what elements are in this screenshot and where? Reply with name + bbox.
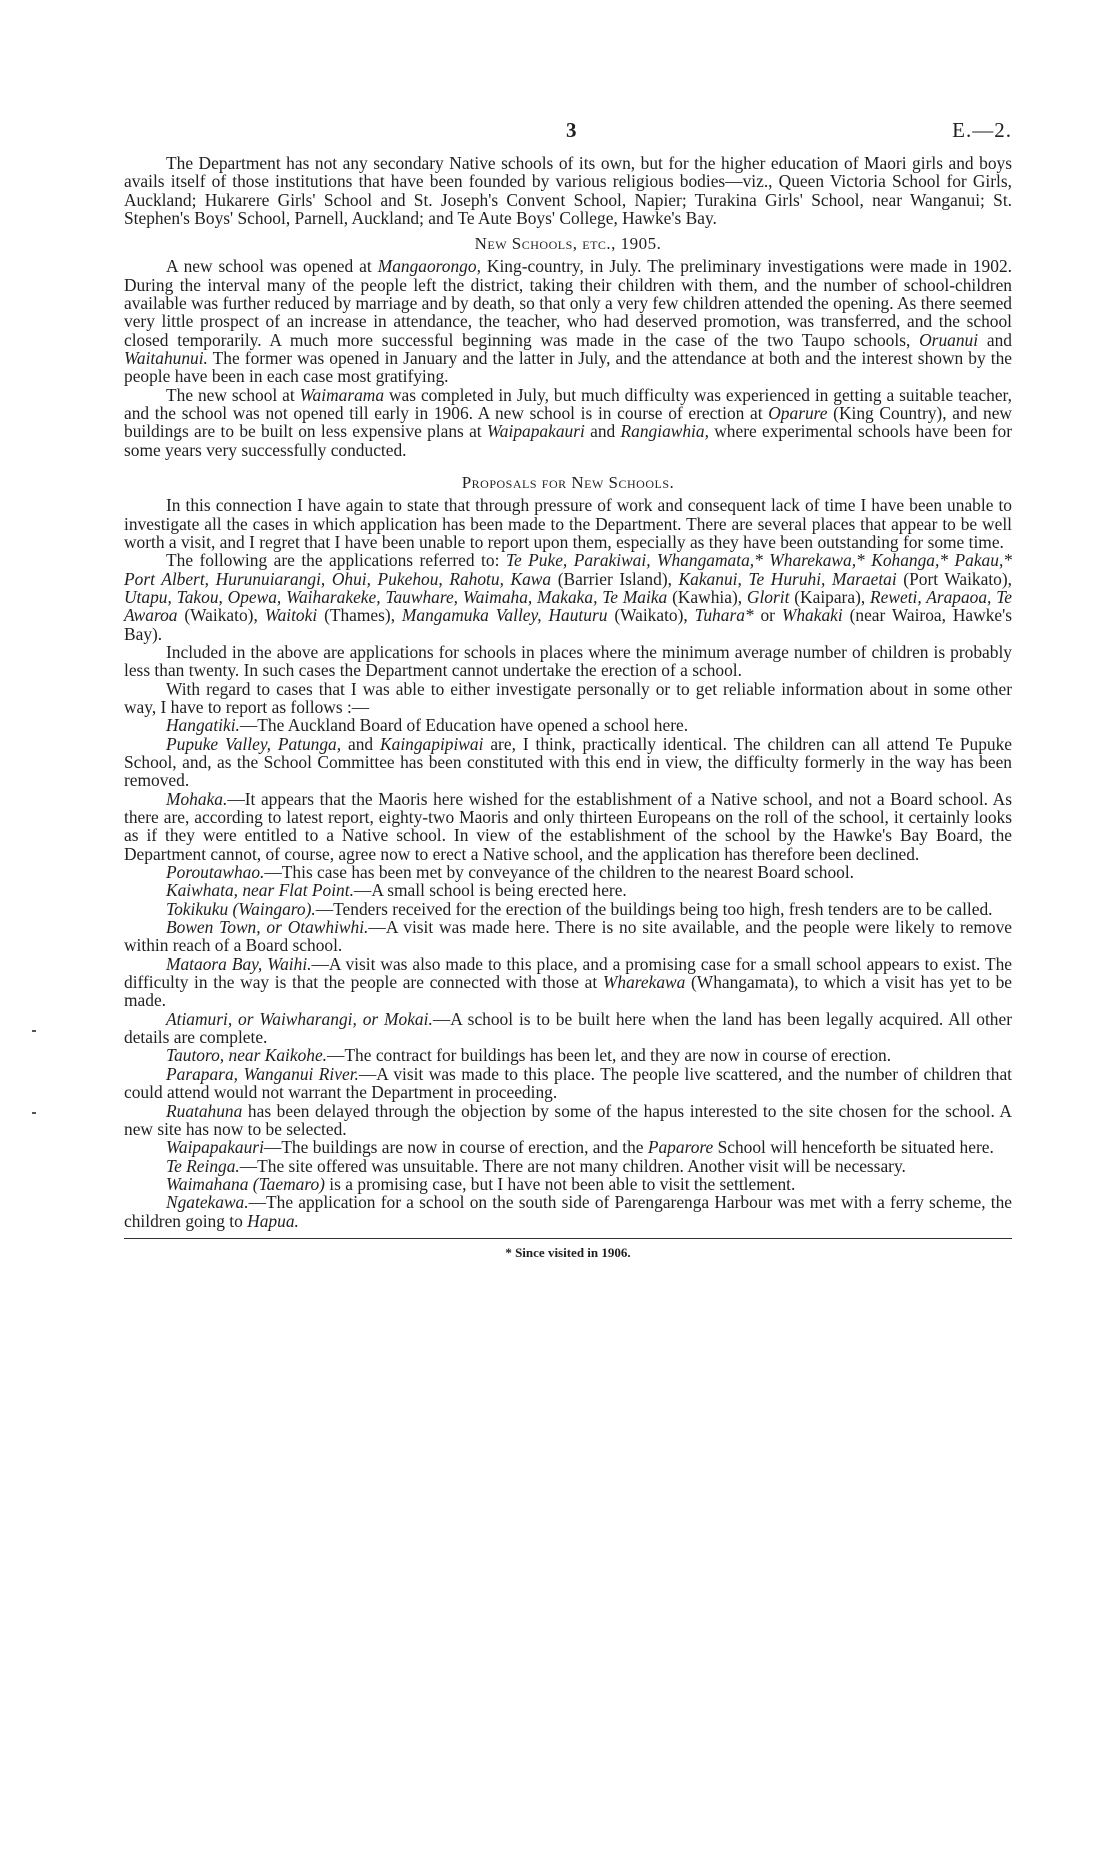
section-heading-new-schools: New Schools, etc., 1905. <box>474 234 662 254</box>
paragraph-minimum-average: Included in the above are applications for schools in places where the minimum average number of children is probably less than twenty. In such cases the Department cannot undertake the erection of a school. <box>124 641 1012 681</box>
paragraph-waimarama: The new school at Waimarama was completed in July, but much difficulty was experienced in getting a suitable teacher, and the school was not opened till early in 1906. A new school is in course of erection at Oparure (King Country), and new buildings are to be built on less expensive plans at Waipapakauri and Rangiawhia, where experimental schools have been for some years very successfully conducted. <box>124 384 1013 460</box>
case-paragraph: Kaiwhata, near Flat Point.—A small school is being erected here. <box>166 880 627 901</box>
document-reference: E.—2. <box>952 118 1012 142</box>
intro-paragraph: The Department has not any secondary Native schools of its own, but for the higher education of Maori girls and boys avails itself of those institutions that have been founded by various religious bodies—viz., Queen Victoria School for Girls, Auckland; Hukarere Girls' School and St. Joseph's Convent School, Napier; Turakina Girls' School, near Wanganui; St. Stephen's Boys' School, Parnell, Auckland; and Te Aute Boys' College, Hawke's Bay. <box>124 153 1012 229</box>
case-paragraph: Mohaka.—It appears that the Maoris here wished for the establishment of a Native school, and not a Board school. As there are, according to latest report, eighty-two Maoris and only thirteen Europeans on the roll of the school, it certainly looks as if they were entitled to a Native school. In view of the establishment of the school by the Hawke's Bay Board, the Department cannot, of course, agree now to erect a Native school, and the application has therefore been declined. <box>124 788 1012 864</box>
case-paragraph: Mataora Bay, Waihi.—A visit was also made to this place, and a promising case for a small school appears to exist. The difficulty in the way is that the people are connected with those at Wharekawa (Whangamata), to which a visit has yet to be made. <box>124 953 1013 1011</box>
case-paragraph: Poroutawhao.—This case has been met by conveyance of the children to the nearest Board school. <box>166 862 855 883</box>
section-heading-proposals: Proposals for New Schools. <box>461 473 675 493</box>
paragraph-mangaorongo: A new school was opened at Mangaorongo, King-country, in July. The preliminary investigations were made in 1902. During the interval many of the people left the district, taking their children with them, and the number of school-children available was further reduced by marriage and by death, so that only a very few children attended the opening. As there seemed very little prospect of an increase in attendance, the teacher, who had deserved promotion, was transferred, and the school closed temporarily. A much more successful beginning was made in the case of the two Taupo schools, Oruanui and Waitahunui. The former was opened in January and the latter in July, and the attendance at both and the interest shown by the people have been in each case most gratifying. <box>124 256 1012 387</box>
case-paragraph: Atiamuri, or Waiwharangi, or Mokai.—A school is to be built here when the land has been legally acquired. All other details are complete. <box>124 1008 1013 1048</box>
case-paragraph: Waimahana (Taemaro) is a promising case, but I have not been able to visit the settlement. <box>166 1173 796 1194</box>
page-header <box>124 118 1012 154</box>
paragraph-applications: The following are the applications referred to: Te Puke, Parakiwai, Whangamata,* Wharekawa,* Kohanga,* Pakau,* Port Albert, Hurunuiarangi, Ohui, Pukehou, Rahotu, Kawa (Barrier Island), Kakanui, Te Huruhi, Maraetai (Port Waikato), Utapu, Takou, Opewa, Waiharakeke, Tauwhare, Waimaha, Makaka, Te Maika (Kawhia), Glorit (Kaipara), Reweti, Arapaoa, Te Awaroa (Waikato), Waitoki (Thames), Mangamuka Valley, Hauturu (Waikato), Tuhara* or Whakaki (near Wairoa, Hawke's Bay). <box>124 550 1013 644</box>
case-paragraph: Bowen Town, or Otawhiwhi.—A visit was made here. There is no site available, and the people were likely to remove within reach of a Board school. <box>124 917 1013 956</box>
case-paragraph: Parapara, Wanganui River.—A visit was made to this place. The people live scattered, and the number of children that could attend would not warrant the Department in proceeding. <box>124 1063 1012 1103</box>
case-paragraph: Ngatekawa.—The application for a school on the south side of Parengarenga Harbour was met with a ferry scheme, the children going to Hapua. <box>124 1192 1012 1231</box>
case-paragraph: Tokikuku (Waingaro).—Tenders received for the erection of the buildings being too high, fresh tenders are to be called. <box>166 898 993 919</box>
footnote: * Since visited in 1906. <box>505 1244 631 1260</box>
case-paragraph: Ruatahuna has been delayed through the objection by some of the hapus interested to the site chosen for the school. A new site has now to be selected. <box>124 1100 1012 1139</box>
paragraph-connection: In this connection I have again to state that through pressure of work and consequent lack of time I have been unable to investigate all the cases in which application has been made to the Department. There are several places that appear to be well worth a visit, and I regret that I have been unable to report upon them, especially as they have been outstanding for some time. <box>124 495 1012 552</box>
margin-mark <box>32 1112 36 1114</box>
page-number: 3 <box>566 118 577 142</box>
margin-mark <box>32 1030 36 1032</box>
footnote-divider <box>124 1238 1012 1239</box>
case-paragraph: Pupuke Valley, Patunga, and Kaingapipiwai are, I think, practically identical. The children can all attend Te Pupuke School, and, as the School Committee has been constituted with this end in view, the difficulty formerly in the way has been removed. <box>124 733 1013 791</box>
document-page <box>124 118 1012 1261</box>
case-paragraph: Te Reinga.—The site offered was unsuitable. There are not many children. Another visit will be necessary. <box>166 1155 906 1176</box>
case-paragraph: Waipapakauri—The buildings are now in course of erection, and the Paparore School will henceforth be situated here. <box>166 1137 994 1158</box>
case-paragraph: Tautoro, near Kaikohe.—The contract for buildings has been let, and they are now in course of erection. <box>166 1045 892 1066</box>
case-paragraph: Hangatiki.—The Auckland Board of Education have opened a school here. <box>166 715 689 736</box>
paragraph-report-intro: With regard to cases that I was able to either investigate personally or to get reliable information about in some other way, I have to report as follows :— <box>124 678 1012 717</box>
